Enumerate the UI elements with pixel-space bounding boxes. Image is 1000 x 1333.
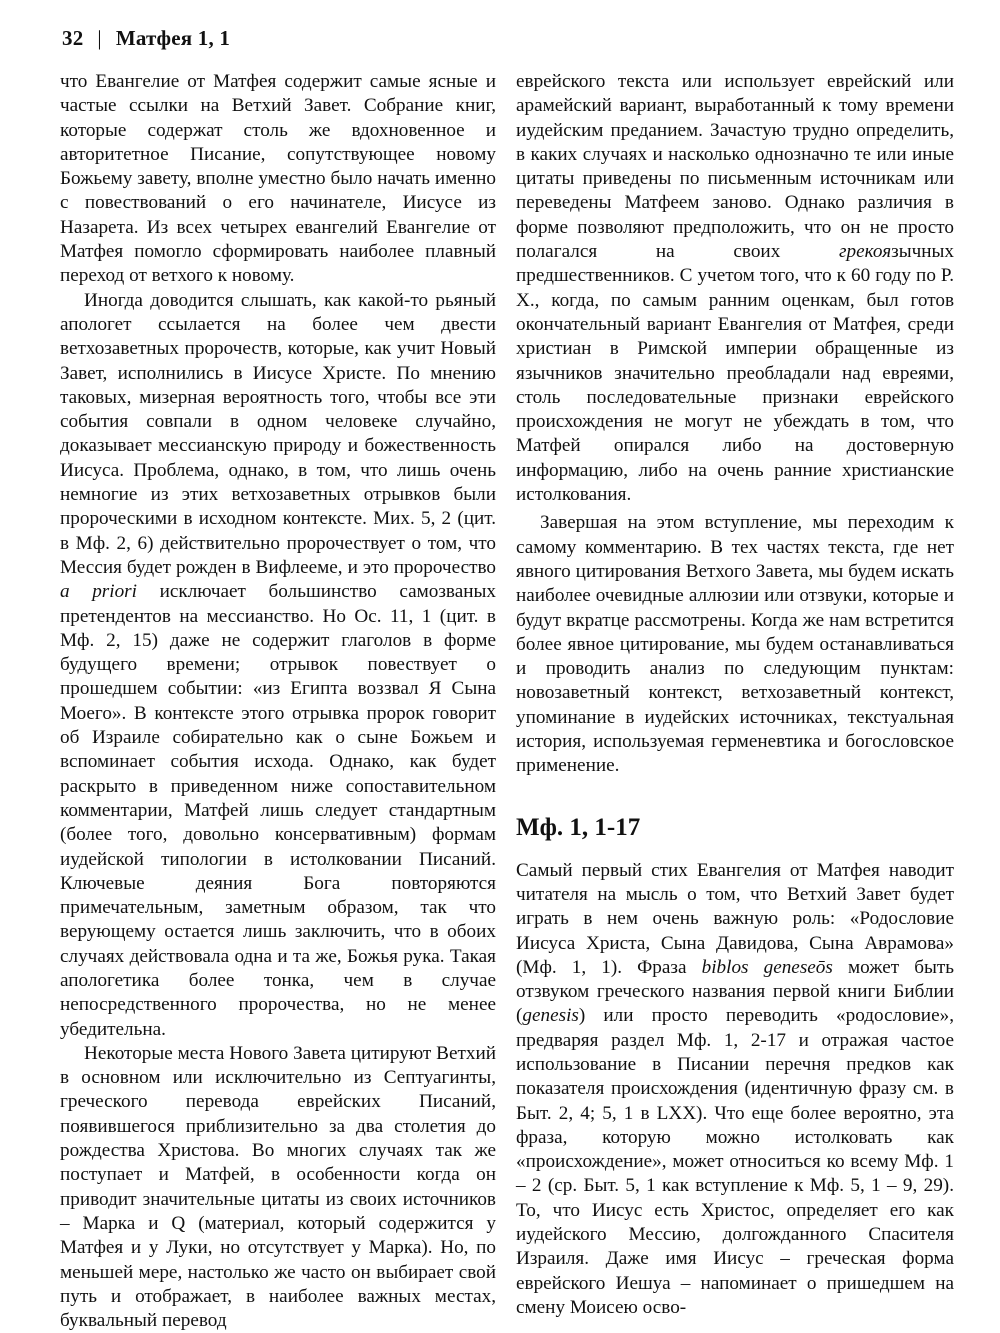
page-number: 32 [62, 26, 84, 50]
paragraph [516, 859, 954, 1321]
text-run: исключает большинство самозваных претендентов на мессианство. Но Ос. 11, 1 (цит. в Мф. 2, 15) даже не содержит глаголов в форме будущего времени; отрывок повествует о прошедшем событии: «из Египта воззвал Я Сына Моего». В контексте этого отрывка пророк говорит об Израиле собирательно как о сыне Божьем и вспоминает события исхода. Однако, как будет раскрыто в приведенном ниже сопоставительном комментарии, Матфей лишь следует стандартным (более того, довольно консервативным) формам иудейской типологии в истолковании Писаний. Ключевые деяния Бога повторяются примечательным, заметным образом, так что верующему остается лишь заключить, что в обоих случаях действовала одна и та же, Божья рука. Такая апологетика более тонка, чем в случае непосредственного пророчества, но не менее убедительна. [60, 581, 496, 1040]
left-column [60, 70, 496, 1333]
italic-text: грекоя [839, 241, 892, 263]
text-run: ) или просто переводить «родословие», предваряя раздел Мф. 1, 2-17 и отражая частое использование в Писании перечня предков как показателя происхождения (идентичную фразу см. в Быт. 2, 4; 5, 1 в LXX). Что еще более вероятно, эта фраза, которую можно истолковать как «происхождение», может относиться ко всему Мф. 1 – 2 (ср. Быт. 5, 1 как вступление к Мф. 5, 1 – 9, 29). То, что Иисус есть Христос, определяет его как иудейского Мессию, долгожданного Спасителя Израиля. Даже имя Иисус – греческая форма еврейского Иешуа – напоминает о пришедшем на смену Моисею осво- [516, 1005, 954, 1318]
paragraph: Завершая на этом вступление, мы переходим к самому комментарию. В тех частях текста, где нет явного цитирования Ветхого Завета, мы будем искать наиболее очевидные аллюзии или отзвуки, которые и будут вкратце рассмотрены. Когда же нам встретится более явное цитирование, мы будем останавливаться и проводить анализ по следующим пунктам: новозаветный контекст, ветхозаветный контекст, упоминание в иудейских источниках, текстуальная история, используемая герменевтика и богословское применение. [516, 512, 954, 777]
paragraph [516, 70, 954, 507]
section-heading: Мф. 1, 1-17 [516, 813, 641, 841]
text-run: Самый первый стих Евангелия от Матфея наводит читателя на мысль о том, что Ветхий Завет будет играть в нем очень важную роль: «Родословие Иисуса Христа, Сына Давидова, Сына Аврамова» (Мф. 1, 1). Фраза [516, 859, 954, 978]
running-title: Матфея 1, 1 [115, 26, 231, 50]
right-column [516, 70, 954, 1320]
paragraph: что Евангелие от Матфея содержит самые ясные и частые ссылки на Ветхий Завет. Собрание книг, которые содержат столь же вдохновенное и авторитетное Писание, сопутствующее новому Божьему завету, вполне уместно было начать именно с повествований о его начинателе, Иисусе из Назарета. Из всех четырех евангелий Евангелие от Матфея помогло сформировать наиболее плавный переход от ветхого к новому. [60, 71, 496, 287]
text-run: Иногда доводится слышать, как какой-то рьяный апологет ссылается на более чем двести ветхозаветных пророчеств, которые, как учит Новый Завет, исполнились в Иисусе Христе. По мнению таковых, мизерная вероятность того, чтобы все эти события совпали в одном человеке случайно, доказывает мессианскую природу и божественность Иисуса. Проблема, однако, в том, что лишь очень немногие из этих ветхозаветных отрывков были пророческими в исходном контексте. Мих. 5, 2 (цит. в Мф. 2, 6) действительно пророчествует о том, что Мессия будет рожден в Вифлееме, и это пророчество [60, 289, 496, 578]
italic-text: genesis [522, 1005, 579, 1027]
header-separator: | [97, 26, 102, 50]
text-run: зычных предшественников. С учетом того, что к 60 году по Р. Х., когда, по самым ранним оценкам, был готов окончательный вариант Евангелия от Матфея, среди христиан в Римской империи обращенные из язычников значительно преобладали над евреями, столь последовательные признаки еврейского происхождения не могут не убеждать в том, что Матфей опирался либо на достоверную информацию, либо на очень ранние христианские истолкования. [516, 241, 954, 506]
text-run: может быть отзвуком греческого названия первой книги Библии ( [516, 956, 955, 1027]
italic-text: a priori [60, 581, 137, 603]
paragraph [60, 289, 496, 1042]
paragraph: Некоторые места Нового Завета цитируют Ветхий в основном или исключительно из Септуагинты, греческого перевода еврейских Писаний, появившегося приблизительно за два столетия до рождества Христова. Во многих случаях так же поступает и Матфей, в особенности когда он приводит значительные цитаты из своих источников – Марка и Q (материал, который содержится у Матфея и у Луки, но отсутствует у Марка). Но, по меньшей мере, настолько же часто он выбирает свой путь и отображает, в наиболее важных местах, буквальный перевод [60, 1042, 496, 1332]
running-header [62, 26, 230, 51]
text-run: еврейского текста или использует еврейский или арамейский вариант, выработанный к тому времени иудейским преданием. Зачастую трудно определить, в каких случаях и насколько однозначно те или иные цитаты приведены по письменным источникам или переведены Матфеем заново. Однако различия в форме позволяют предположить, что он не просто полагался на своих [516, 71, 954, 263]
italic-text: biblos geneseōs [701, 956, 833, 978]
